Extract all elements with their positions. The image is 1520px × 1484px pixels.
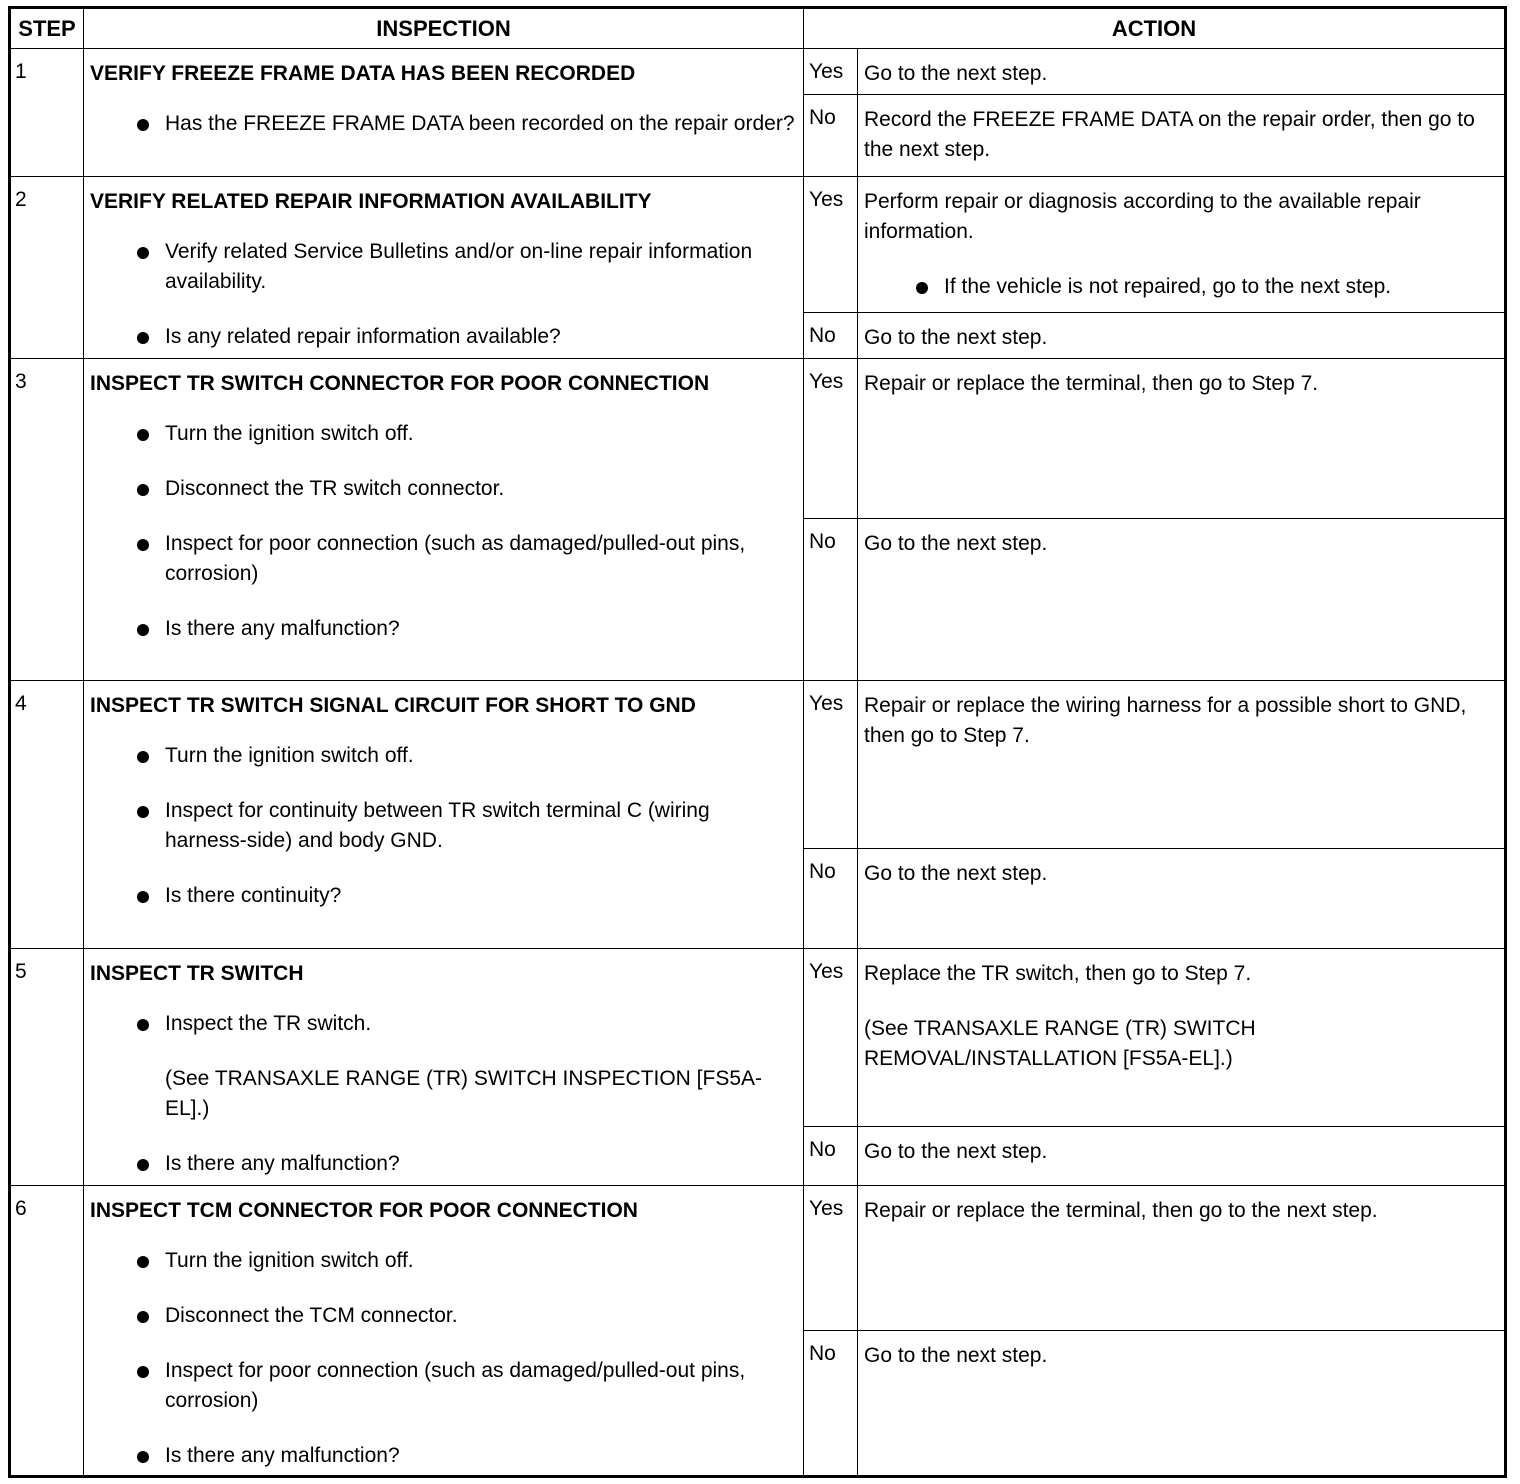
no-label: No (804, 313, 858, 359)
step-1-yes-row (10, 49, 1506, 95)
no-action: Go to the next step. (858, 313, 1506, 359)
step-4-yes-row (10, 681, 1506, 849)
yes-label: Yes (804, 949, 858, 1127)
bullet-icon (137, 1451, 149, 1463)
no-label: No (804, 519, 858, 681)
step-title: VERIFY RELATED REPAIR INFORMATION AVAILABILITY (90, 190, 652, 213)
inspection-item: Is any related repair information available? (90, 322, 797, 352)
header-row (10, 8, 1506, 49)
diagnostic-procedure-table (8, 6, 1507, 1478)
bullet-icon (137, 624, 149, 636)
step-number: 4 (10, 681, 84, 949)
no-action: Go to the next step. (858, 1331, 1506, 1477)
inspection-item: Disconnect the TCM connector. (90, 1301, 797, 1331)
step-inspection (84, 359, 804, 681)
step-title: INSPECT TR SWITCH (90, 962, 304, 985)
no-action: Go to the next step. (858, 1127, 1506, 1186)
inspection-item: Verify related Service Bulletins and/or on-line repair information availability. (90, 237, 797, 297)
inspection-item: Inspect for continuity between TR switch terminal C (wiring harness-side) and body GND. (90, 796, 797, 856)
yes-label: Yes (804, 49, 858, 95)
bullet-icon (137, 119, 149, 131)
no-label: No (804, 849, 858, 949)
step-number: 6 (10, 1186, 84, 1477)
no-label: No (804, 1331, 858, 1477)
step-5-yes-row (10, 949, 1506, 1127)
yes-action: Go to the next step. (858, 49, 1506, 95)
no-action: Record the FREEZE FRAME DATA on the repair order, then go to the next step. (858, 95, 1506, 177)
bullet-icon (137, 332, 149, 344)
yes-label: Yes (804, 681, 858, 849)
bullet-icon (137, 1366, 149, 1378)
step-inspection (84, 177, 804, 359)
step-inspection (84, 949, 804, 1186)
step-inspection (84, 49, 804, 177)
inspection-item: Is there continuity? (90, 881, 797, 911)
yes-action: Repair or replace the wiring harness for a possible short to GND, then go to Step 7. (858, 681, 1506, 849)
yes-label: Yes (804, 1186, 858, 1331)
step-title: INSPECT TR SWITCH CONNECTOR FOR POOR CONNECTION (90, 372, 710, 395)
inspection-note: (See TRANSAXLE RANGE (TR) SWITCH INSPECTION [FS5A-EL].) (165, 1067, 763, 1120)
yes-label: Yes (804, 177, 858, 313)
inspection-item: Inspect for poor connection (such as damaged/pulled-out pins, corrosion) (90, 529, 797, 589)
bullet-icon (137, 1256, 149, 1268)
bullet-icon (137, 247, 149, 259)
step-title: INSPECT TR SWITCH SIGNAL CIRCUIT FOR SHORT TO GND (90, 694, 696, 717)
inspection-item: Inspect for poor connection (such as damaged/pulled-out pins, corrosion) (90, 1356, 797, 1416)
inspection-item: Turn the ignition switch off. (90, 1246, 797, 1276)
no-label: No (804, 95, 858, 177)
step-number: 3 (10, 359, 84, 681)
yes-action: Replace the TR switch, then go to Step 7. (See TRANSAXLE RANGE (TR) SWITCH REMOVAL/INSTALLATION [FS5A-EL].) (858, 949, 1506, 1127)
action-item: If the vehicle is not repaired, go to the next step. (864, 272, 1498, 302)
step-6-yes-row (10, 1186, 1506, 1331)
no-action: Go to the next step. (858, 519, 1506, 681)
bullet-icon (137, 751, 149, 763)
step-3-yes-row (10, 359, 1506, 519)
bullet-icon (916, 282, 928, 294)
step-title: INSPECT TCM CONNECTOR FOR POOR CONNECTION (90, 1199, 638, 1222)
step-number: 2 (10, 177, 84, 359)
inspection-item: Disconnect the TR switch connector. (90, 474, 797, 504)
yes-action: Repair or replace the terminal, then go to Step 7. (858, 359, 1506, 519)
inspection-item: Is there any malfunction? (90, 614, 797, 644)
yes-label: Yes (804, 359, 858, 519)
bullet-icon (137, 539, 149, 551)
step-2-yes-row (10, 177, 1506, 313)
bullet-icon (137, 1311, 149, 1323)
inspection-item: Turn the ignition switch off. (90, 741, 797, 771)
inspection-item: Has the FREEZE FRAME DATA been recorded on the repair order? (90, 109, 797, 139)
inspection-item: Turn the ignition switch off. (90, 419, 797, 449)
bullet-icon (137, 891, 149, 903)
no-label: No (804, 1127, 858, 1186)
inspection-item: Is there any malfunction? (90, 1149, 797, 1179)
step-number: 1 (10, 49, 84, 177)
bullet-icon (137, 429, 149, 441)
bullet-icon (137, 1159, 149, 1171)
step-title: VERIFY FREEZE FRAME DATA HAS BEEN RECORDED (90, 62, 636, 85)
header-inspection: INSPECTION (84, 8, 804, 49)
bullet-icon (137, 806, 149, 818)
yes-action: Repair or replace the terminal, then go to the next step. (858, 1186, 1506, 1331)
step-inspection (84, 1186, 804, 1477)
yes-action: Perform repair or diagnosis according to the available repair information. If the vehicle is not repaired, go to the next step. (858, 177, 1506, 313)
step-inspection (84, 681, 804, 949)
step-number: 5 (10, 949, 84, 1186)
inspection-item: Is there any malfunction? (90, 1441, 797, 1471)
no-action: Go to the next step. (858, 849, 1506, 949)
bullet-icon (137, 1019, 149, 1031)
header-step: STEP (10, 8, 84, 49)
inspection-item: Inspect the TR switch. (90, 1009, 797, 1039)
header-action: ACTION (804, 8, 1506, 49)
bullet-icon (137, 484, 149, 496)
